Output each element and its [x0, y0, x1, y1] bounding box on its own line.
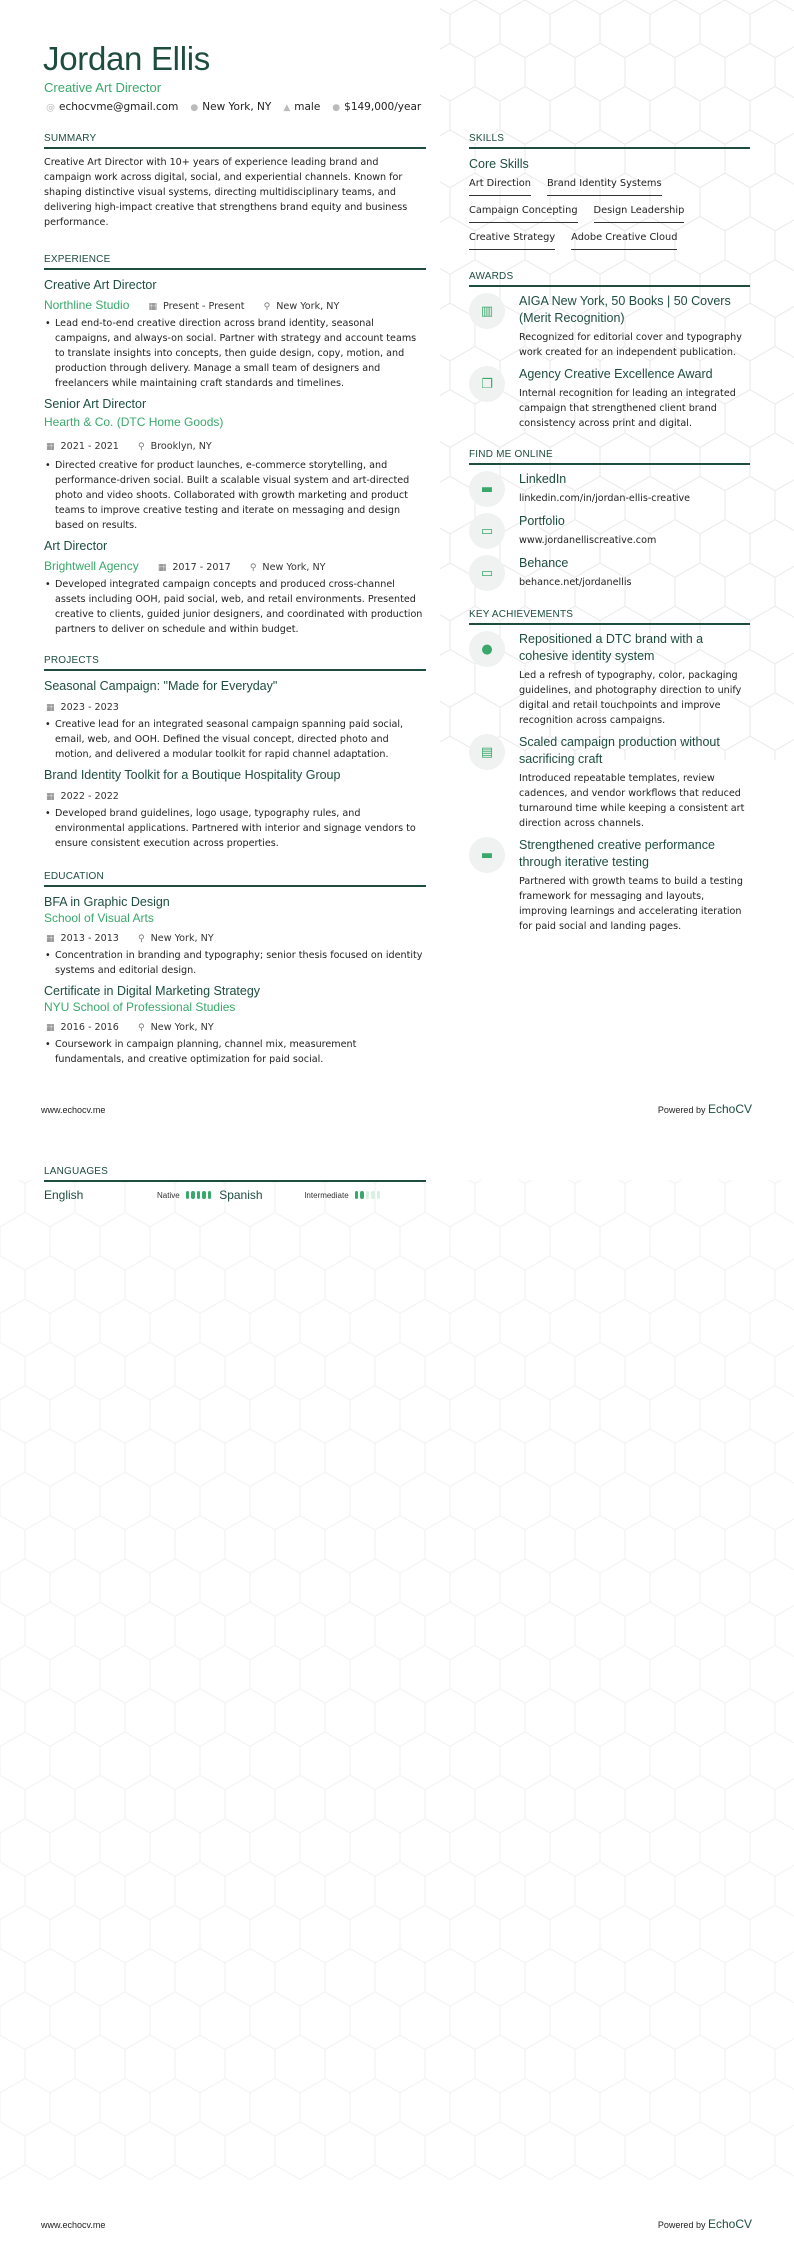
- contact-gender: [283, 101, 320, 113]
- dates: 2016 - 2016: [60, 1022, 119, 1033]
- achievement-item: [469, 837, 750, 934]
- level-bar: [202, 1191, 206, 1199]
- powered-by-text: Powered by: [657, 2220, 706, 2230]
- map-pin-icon: ⚲: [138, 1023, 145, 1033]
- gender-text: male: [294, 101, 321, 113]
- dates: 2023 - 2023: [60, 702, 119, 713]
- echocv-brand[interactable]: EchoCV: [707, 2217, 752, 2231]
- email-text[interactable]: echocvme@gmail.com: [59, 101, 179, 113]
- summary-section: [44, 133, 426, 230]
- degree: BFA in Graphic Design: [44, 895, 170, 909]
- school: School of Visual Arts: [44, 911, 154, 925]
- experience-item: [44, 395, 426, 533]
- section-heading: EXPERIENCE: [44, 254, 426, 270]
- online-section: [469, 449, 750, 591]
- projects-section: [44, 655, 426, 851]
- footer-powered: [658, 2217, 752, 2231]
- documents-icon: ❐: [469, 366, 505, 402]
- calendar-icon: ▦: [46, 703, 55, 713]
- level-bar: [208, 1191, 212, 1199]
- bullet: • Directed creative for product launches, e-commerce storytelling, and performance-driven social. Built a scalable visual system and art-directed photo and video shoots. Collaborated with growth marketing and product teams to improve creative testing and iterate on messaging and design based on results.: [44, 458, 426, 533]
- education-item: [44, 893, 426, 978]
- education-item: [44, 982, 426, 1067]
- echocv-brand[interactable]: EchoCV: [707, 1102, 752, 1116]
- section-heading: LANGUAGES: [44, 1166, 426, 1182]
- credit-card-icon: ▬: [469, 837, 505, 873]
- award-item: [469, 366, 750, 431]
- building-icon: ▥: [469, 293, 505, 329]
- contact-location: [190, 101, 271, 113]
- location: Brooklyn, NY: [150, 441, 212, 452]
- link-icon: ▬: [469, 471, 505, 507]
- level-bar: [355, 1191, 359, 1199]
- map-pin-icon: ●: [190, 103, 199, 113]
- award-text: Recognized for editorial cover and typography work created for an independent publication.: [519, 332, 742, 358]
- company: Brightwell Agency: [44, 559, 139, 573]
- online-url[interactable]: www.jordanelliscreative.com: [519, 535, 657, 546]
- skill-chip: Adobe Creative Cloud: [571, 230, 677, 250]
- project-item: [44, 766, 426, 851]
- store-icon: ▤: [469, 734, 505, 770]
- money-icon: ●: [332, 103, 341, 113]
- award-title: Agency Creative Excellence Award: [519, 367, 713, 381]
- achievement-text: Led a refresh of typography, color, packaging guidelines, and photography direction to unify digital and retail touchpoints and improve recognition across campaigns.: [519, 670, 742, 726]
- degree: Certificate in Digital Marketing Strategy: [44, 984, 261, 998]
- achievement-title: Repositioned a DTC brand with a cohesive identity system: [519, 632, 704, 663]
- experience-item: [44, 537, 426, 637]
- experience-section: [44, 254, 426, 637]
- language-level: Intermediate: [304, 1190, 349, 1200]
- section-heading: PROJECTS: [44, 655, 426, 671]
- achievement-title: Strengthened creative performance through iterative testing: [519, 838, 715, 869]
- online-label: Behance: [519, 556, 569, 570]
- dates: 2017 - 2017: [172, 562, 231, 573]
- level-bar: [366, 1191, 370, 1199]
- skill-chip: Campaign Concepting: [469, 203, 578, 223]
- skills-section: [469, 133, 750, 257]
- candidate-name: Jordan Ellis: [43, 40, 210, 77]
- section-heading: AWARDS: [469, 271, 750, 287]
- salary-text: $149,000/year: [344, 101, 422, 113]
- section-heading: SUMMARY: [44, 133, 426, 149]
- right-column: [469, 133, 750, 948]
- map-pin-icon: ⚲: [263, 302, 271, 312]
- language-bars: [355, 1191, 381, 1199]
- summary-text: Creative Art Director with 10+ years of experience leading brand and campaign work across digital, social, and experiential channels. Known for shaping distinctive visual systems, directing multidisciplinary teams, and delivering high-impact creative that strengthens brand equity and business performance.: [44, 157, 408, 228]
- online-label: LinkedIn: [519, 472, 567, 486]
- location-text: New York, NY: [202, 101, 272, 113]
- language-level: Native: [157, 1190, 180, 1200]
- dates: 2013 - 2013: [60, 933, 119, 944]
- dates: 2022 - 2022: [60, 791, 119, 802]
- browser-icon: ▭: [469, 555, 505, 591]
- achievements-section: [469, 609, 750, 934]
- dates: Present - Present: [163, 301, 245, 312]
- languages-row: [44, 1188, 426, 1202]
- calendar-icon: ▦: [46, 1023, 55, 1033]
- level-bar: [191, 1191, 195, 1199]
- experience-item: [44, 276, 426, 391]
- location: New York, NY: [276, 301, 340, 312]
- project-title: Brand Identity Toolkit for a Boutique Hospitality Group: [44, 768, 341, 782]
- school: NYU School of Professional Studies: [44, 1000, 236, 1014]
- bullet: • Concentration in branding and typography; senior thesis focused on identity systems and editorial design.: [44, 948, 426, 978]
- calendar-icon: ▦: [157, 563, 167, 573]
- job-title: Art Director: [44, 539, 108, 553]
- achievement-text: Partnered with growth teams to build a testing framework for messaging and layouts, improving learnings and accelerating iteration for paid social and landing pages.: [519, 876, 743, 932]
- achievement-item: [469, 631, 750, 728]
- section-heading: SKILLS: [469, 133, 750, 149]
- language-bars: [186, 1191, 212, 1199]
- language-name: English: [44, 1188, 84, 1202]
- company: Hearth & Co. (DTC Home Goods): [44, 415, 224, 429]
- powered-by-text: Powered by: [657, 1105, 706, 1115]
- online-item: [469, 513, 750, 549]
- online-label: Portfolio: [519, 514, 565, 528]
- company: Northline Studio: [44, 298, 130, 312]
- online-url[interactable]: linkedin.com/in/jordan-ellis-creative: [519, 493, 691, 504]
- location: New York, NY: [150, 933, 214, 944]
- language-name: Spanish: [219, 1188, 263, 1202]
- resume-page-1: [0, 0, 794, 1122]
- footer-site[interactable]: www.echocv.me: [41, 1105, 106, 1115]
- calendar-icon: ▦: [46, 934, 55, 944]
- person-icon: ▲: [283, 103, 291, 113]
- awards-section: [469, 271, 750, 431]
- level-bar: [360, 1191, 364, 1199]
- award-title: AIGA New York, 50 Books | 50 Covers (Merit Recognition): [519, 294, 731, 325]
- skill-chip: Creative Strategy: [469, 230, 555, 250]
- bullet: • Coursework in campaign planning, channel mix, measurement fundamentals, and creative optimization for paid social.: [44, 1037, 426, 1067]
- contact-salary: [332, 101, 421, 113]
- project-title: Seasonal Campaign: "Made for Everyday": [44, 679, 278, 693]
- map-pin-icon: ⚲: [249, 563, 257, 573]
- bullet: • Developed integrated campaign concepts and produced cross-channel assets including OOH, paid social, web, and retail environments. Presented creative to clients, guided junior designers, and coordinated with production partners to deliver on schedule and within budget.: [44, 577, 426, 637]
- online-url[interactable]: behance.net/jordanellis: [519, 577, 632, 588]
- candidate-title: Creative Art Director: [44, 80, 162, 95]
- skill-chip: Design Leadership: [594, 203, 685, 223]
- level-bar: [371, 1191, 375, 1199]
- calendar-icon: ▦: [46, 442, 55, 452]
- online-item: [469, 555, 750, 591]
- footer-powered: [658, 1102, 752, 1116]
- chat-bubble-icon: ●: [469, 631, 505, 667]
- skill-group-title: Core Skills: [469, 157, 529, 171]
- section-heading: KEY ACHIEVEMENTS: [469, 609, 750, 625]
- level-bar: [377, 1191, 381, 1199]
- calendar-icon: ▦: [46, 792, 55, 802]
- level-bar: [186, 1191, 190, 1199]
- map-pin-icon: ⚲: [138, 442, 145, 452]
- footer-site[interactable]: www.echocv.me: [41, 2220, 106, 2230]
- achievement-item: [469, 734, 750, 831]
- achievement-text: Introduced repeatable templates, review cadences, and vendor workflows that reduced turnaround time while keeping a consistent art direction across channels.: [519, 773, 745, 829]
- online-item: [469, 471, 750, 507]
- section-heading: EDUCATION: [44, 871, 426, 887]
- level-bar: [197, 1191, 201, 1199]
- bullet: • Creative lead for an integrated seasonal campaign spanning paid social, email, web, and OOH. Defined the visual concept, directed photo and motion, and delivered a modular toolkit for rapid channel adaptation.: [44, 717, 426, 762]
- job-title: Creative Art Director: [44, 278, 157, 292]
- contact-bar: [46, 101, 421, 113]
- award-text: Internal recognition for leading an integrated campaign that strengthened client brand consistency across print and digital.: [519, 388, 736, 429]
- browser-icon: ▭: [469, 513, 505, 549]
- left-column: [44, 133, 426, 1081]
- achievement-title: Scaled campaign production without sacrificing craft: [519, 735, 720, 766]
- skill-chip: Brand Identity Systems: [547, 176, 662, 196]
- contact-email: [46, 101, 178, 113]
- award-item: [469, 293, 750, 360]
- dates: 2021 - 2021: [60, 441, 119, 452]
- bullet: • Lead end-to-end creative direction across brand identity, seasonal campaigns, and always-on social. Partner with strategy and account teams to translate insights into concepts, then guide design, copy, motion, and production through delivery. Manage a small team of designers and freelancers while maintaining craft standards and timelines.: [44, 316, 426, 391]
- calendar-icon: ▦: [148, 302, 157, 312]
- resume-page-2: [0, 1122, 794, 2246]
- section-heading: FIND ME ONLINE: [469, 449, 750, 465]
- skill-chip: Art Direction: [469, 176, 531, 196]
- project-item: [44, 677, 426, 762]
- job-title: Senior Art Director: [44, 397, 147, 411]
- languages-section: [44, 1166, 426, 1202]
- location: New York, NY: [150, 1022, 214, 1033]
- skill-list: [469, 176, 750, 257]
- bullet: • Developed brand guidelines, logo usage, typography rules, and environmental applications. Partnered with interior and signage vendors to ensure consistent execution across properties.: [44, 806, 426, 851]
- map-pin-icon: ⚲: [138, 934, 145, 944]
- location: New York, NY: [262, 562, 326, 573]
- education-section: [44, 871, 426, 1067]
- at-icon: @: [46, 103, 55, 113]
